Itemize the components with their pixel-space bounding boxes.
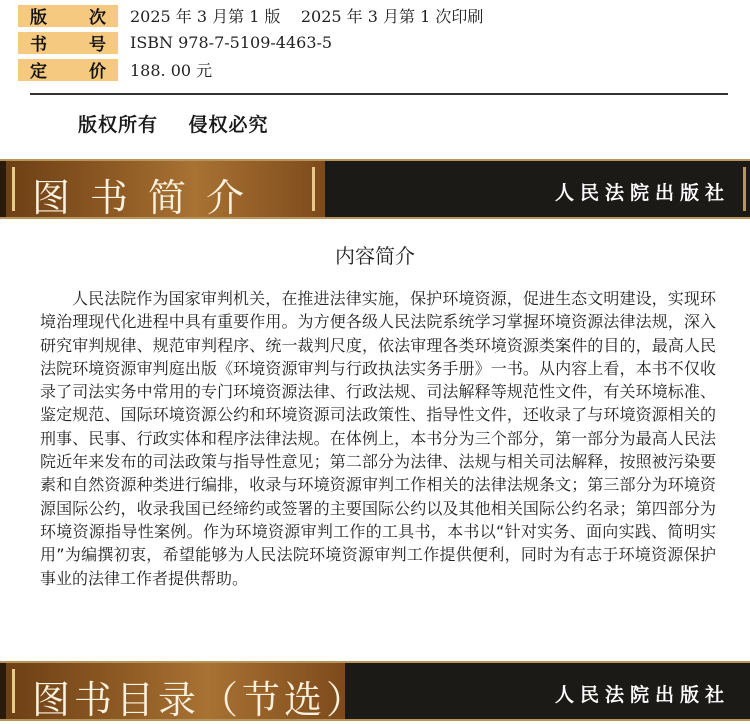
section-heading: 内容简介 (335, 244, 415, 268)
info-value-price: 188. 00 元 (130, 61, 213, 80)
info-row-isbn (18, 29, 730, 56)
banner-table-of-contents (0, 661, 750, 721)
divider-rule (30, 93, 728, 95)
banner-book-intro (0, 159, 750, 219)
banner-toc-title-panel (0, 663, 369, 722)
info-value-isbn: ISBN 978-7-5109-4463-5 (130, 33, 333, 52)
banner-title: 图书简介 (32, 176, 265, 220)
banner-toc-title: 图书目录（节选） (32, 678, 369, 722)
publication-info-table (18, 2, 730, 83)
intro-paragraph: 人民法院作为国家审判机关，在推进法律实施，保护环境资源，促进生态文明建设，实现环境治理现代化进程中具有重要作用。为方便各级人民法院系统学习掌握环境资源法律法规，深入研究审判规律、规范审判程序、统一裁判尺度，依法审理各类环境资源类案件的目的，最高人民法院环境资源审判庭出版《环境资源审判与行政执法实务手册》一书。从内容上看，本书不仅收录了司法实务中常用的专门环境资源法律、行政法规、司法解释等规范性文件，有关环境标准、鉴定规范、国际环境资源公约和环境资源司法政策性、指导性文件，还收录了与环境资源相关的刑事、民事、行政实体和程序法律法规。在体例上，本书分为三个部分，第一部分为最高人民法院近年来发布的司法政策与指导性意见；第二部分为法律、法规与相关司法解释，按照被污染要素和自然资源种类进行编排，收录与环境资源审判工作相关的法律法规条文；第三部分为环境资源国际公约，收录我国已经缔约或签署的主要国际公约以及其他相关国际公约名录；第四部分为环境资源指导性案例。作为环境资源审判工作的工具书，本书以“针对实务、面向实践、简明实用”为编撰初衷，希望能够为人民法院环境资源审判工作提供便利，同时为有志于环境资源保护事业的法律工作者提供帮助。 (40, 289, 716, 588)
copyright-notice: 版权所有 侵权必究 (78, 114, 269, 136)
info-row-price (18, 56, 730, 83)
banner-toc-publisher-panel (345, 663, 750, 719)
info-label-price: 定 价 (18, 59, 118, 81)
banner-toc-publisher: 人民法院出版社 (554, 684, 730, 706)
info-value-edition: 2025 年 3 月第 1 版 2025 年 3 月第 1 次印刷 (130, 7, 484, 26)
banner-publisher-panel (325, 161, 750, 217)
info-label-edition: 版 次 (18, 5, 118, 27)
banner-title-panel (0, 161, 325, 220)
info-row-edition (18, 2, 730, 29)
info-label-isbn: 书 号 (18, 32, 118, 54)
banner-publisher: 人民法院出版社 (554, 182, 730, 204)
